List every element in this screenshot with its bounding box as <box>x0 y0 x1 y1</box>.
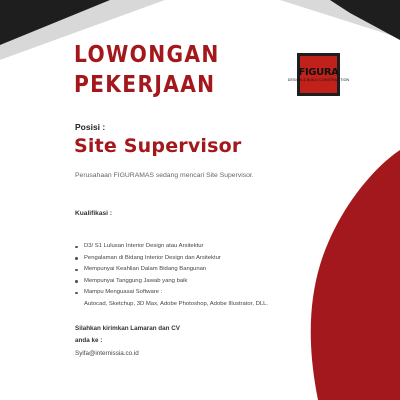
bullet-icon <box>75 246 78 249</box>
qualifications-list <box>75 241 335 310</box>
page-title <box>74 40 220 100</box>
apply-instruction: Silahkan kirimkan Lamaran dan CV anda ke : <box>75 325 180 344</box>
list-item: Mempunyai Keahlian Dalam Bidang Bangunan <box>75 264 335 276</box>
list-item: Mampu Menguasai Software : <box>75 287 335 299</box>
contact-email: Syifa@internissia.co.id <box>75 350 139 357</box>
title-line-1: LOWONGAN <box>74 42 220 68</box>
bullet-icon <box>75 280 78 283</box>
logo-name: FIGURA <box>298 66 339 78</box>
figura-logo-icon <box>287 53 350 96</box>
list-item: D3/ S1 Lulusan Interior Design atau Arsitektur <box>75 241 335 253</box>
intro-text: Perusahaan FIGURAMAS sedang mencari Site Supervisor. <box>75 172 254 179</box>
logo-tagline: DESIGN & BUILD CONSTRUCTION <box>287 77 350 82</box>
qualifications-label: Kualifikasi : <box>75 210 113 217</box>
position-label: Posisi : <box>75 122 106 132</box>
list-item: Pengalaman di Bidang Interior Design dan Arsitektur <box>75 253 335 265</box>
job-title: Site Supervisor <box>74 135 242 157</box>
list-item: Mempunyai Tanggung Jawab yang baik <box>75 276 335 288</box>
title-line-2: PEKERJAAN <box>74 72 216 98</box>
bullet-icon <box>75 292 78 295</box>
bullet-icon <box>75 257 78 260</box>
logo-badge <box>287 56 350 93</box>
software-list: Autocad, Sketchup, 3D Max, Adobe Photoshop, Adobe Illustrator, DLL. <box>84 300 269 307</box>
bullet-icon <box>75 269 78 272</box>
